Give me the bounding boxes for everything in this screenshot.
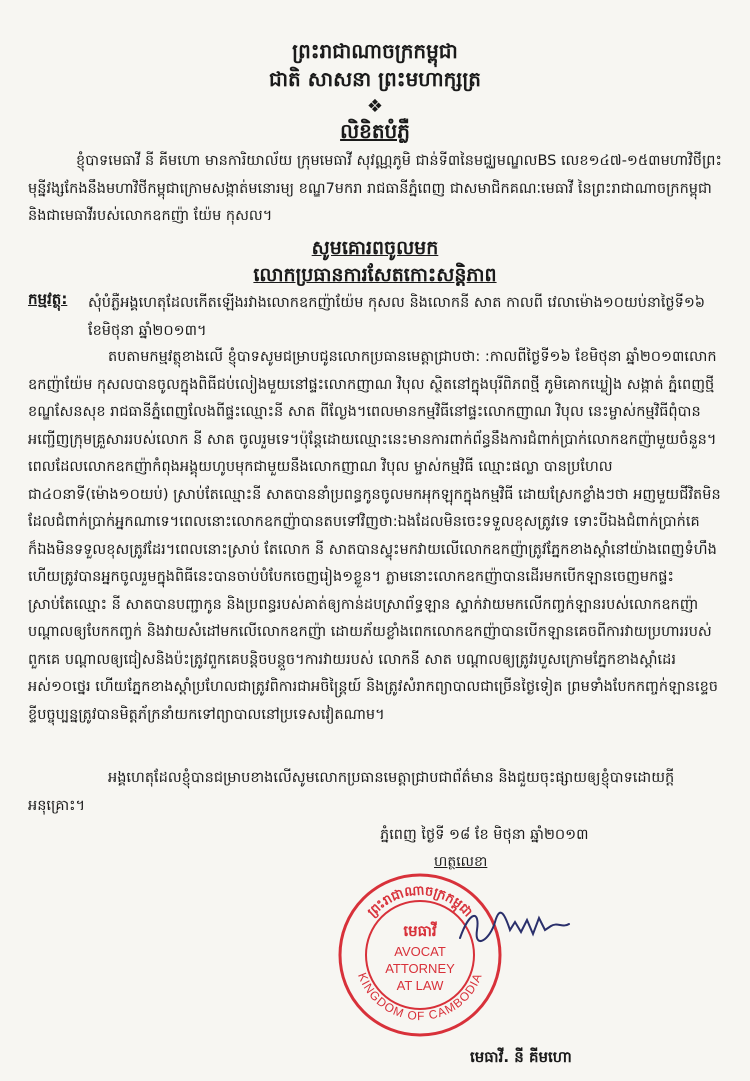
document-title: លិខិតបំភ្លឺ	[340, 119, 410, 143]
stamp-center-kh: មេធាវី	[403, 922, 437, 940]
handwritten-signature	[455, 900, 575, 950]
stamp-line-atlaw: AT LAW	[396, 978, 444, 993]
stamp-top-text: ព្រះរាជាណាចក្រកម្ពុជា	[365, 883, 476, 921]
national-motto: ជាតិ សាសនា ព្រះមហាក្សត្រ	[269, 67, 481, 91]
stamp-line-avocat: AVOCAT	[394, 944, 446, 959]
intro-paragraph: ខ្ញុំបាទមេធាវី នី គីមហោ មានការិយាល័យ ក្រុមមេធាវី សុវណ្ណភូមិ ជាន់ទី៣នៃមជ្ឈមណ្ឌលBS លេខ១៤៧-១៥៣មហាវិថីព្រះមុន្នីវង្សកែងនឹងមហាវិថីកម្ពុជាក្រោមសង្កាត់មនោរម្យ ខណ្ឌ7មករា រាជធានីភ្នំពេញ ជាសមាជិកគណៈមេធាវី នៃព្រះរាជាណាចក្រកម្ពុជានិងជាមេធាវីរបស់លោកឧកញ៉ា យ៉ែម កុសល។	[28, 153, 722, 224]
salutation-line-2: លោកប្រធានការសែតកោះសន្តិភាព	[253, 264, 497, 286]
place-date: ភ្នំពេញ ថ្ងៃទី ១៨ ខែ មិថុនា ឆ្នាំ២០១៣	[380, 827, 589, 843]
ornament-icon: ❖	[366, 96, 384, 117]
stamp-bottom-text: KINGDOM OF CAMBODIA	[355, 970, 485, 1024]
salutation-line-1: សូមគោរពចូលមក	[311, 237, 439, 259]
subject-text: សុំបំភ្លឺអង្គហេតុដែលកើតឡើងរវាងលោកឧកញ៉ាយ៉ែម កុសល និងលោកនី សាត កាលពី វេលាម៉ោង១០យប់នាថ្ងៃទី១៦ ខែមិថុនា ឆ្នាំ២០១៣។	[88, 295, 706, 339]
lawyer-name: មេធាវី. នី គីមហោ	[470, 1048, 572, 1066]
kingdom-heading: ព្រះរាជាណាចក្រកម្ពុជា	[292, 39, 458, 63]
subject-label: កម្មវត្ថុ:	[28, 290, 68, 308]
signature-label: ហត្ថលេខា	[434, 854, 488, 870]
body-paragraph: តបតាមកម្មវត្ថុខាងលើ ខ្ញុំបាទសូមជម្រាបជូនលោកប្រធានមេត្តាជ្រាបថា: :កាលពីថ្ងៃទី១៦ ខែមិថុនា ឆ្នាំ២០១៣លោកឧកញ៉ាយ៉ែម កុសលបានចូលក្នុងពិធីជប់លៀងមួយនៅផ្ទះលោកញាណ វិបុល ស្ថិតនៅក្នុងបុរីពិភពថ្មី ភូមិគោកឃ្លៀង សង្កាត់ ភ្នំពេញថ្មី ខណ្ឌសែនសុខ រាជធានីភ្នំពេញលែងពីផ្ទះឈ្មោះនី សាត ពីល្ងែង។ពេលមានកម្មវិធីនៅផ្ទះលោកញាណ វិបុល នេះម្ចាស់កម្មវិធីពុំបានអញ្ជើញក្រុមគ្រួសាររបស់លោក នី សាត ចូលរួមទេ។ប៉ុន្តែដោយឈ្មោះនេះមានការពាក់ព័ន្ធនឹងការជំពាក់ប្រាក់លោកឧកញ៉ាមួយចំនួន។ពេលដែលលោកឧកញ៉ាកំពុងអង្គុយហូបមុកជាមួយនឹងលោកញាណ វិបុល ម្ចាស់កម្មវិធី ឈ្មោះផល្លា បានប្រហែលជា៤០នាទី(ម៉ោង១០យប់) ស្រាប់តែឈ្មោះនី សាតបាននាំប្រពន្ធកូនចូលមកអុកឡុកក្នុងកម្មវិធី ដោយស្រែកខ្លាំងៗថា អញមួយជីវិតមិនដែលជំពាក់ប្រាក់អ្នកណាទេ។ពេលនោះលោកឧកញ៉ាបានតបទៅវិញថា:ឯងដែលមិនចេះទទួលខុសត្រូវទេ ទោះបីឯងជំពាក់ប្រាក់គេ ក៏ឯងមិនទទួលខុសត្រូវដែរ។ពេលនោះស្រាប់ តែលោក នី សាតបានស្ទុះមកវាយលើលោកឧកញ៉ាត្រូវភ្នែកខាងស្តាំនៅយ៉ាងពេញទំហឹង ហើយត្រូវបានអ្នកចូលរួមក្នុងពិធីនេះបានចាប់បំបែកចេញរៀង១ខ្លួន។ ភ្លាមនោះលោកឧកញ៉ាបានដើរមកបើកឡានចេញមកផ្ទះ ស្រាប់តែឈ្មោះ នី សាតបានបញ្ជាកូន និងប្រពន្ធរបស់គាត់ឲ្យកាន់ដបស្រាព័ទ្ធឡាន ស្ទាក់វាយមកលើកញ្ចក់ឡានរបស់លោកឧកញ៉ាបណ្តាលឲ្យបែកកញ្ចក់ និងវាយសំដៅមកលើលោកឧកញ៉ា ដោយភ័យខ្លាំងពេកលោកឧកញ៉ាបានបើកឡានគេចពីការវាយប្រហាររបស់ពួកគេ បណ្តាលឲ្យជៀសនិងប៉ះត្រូវពួកគេបន្តិចបន្តួច។ការវាយរបស់ លោកនី សាត បណ្តាលឲ្យត្រូវរបួសក្រោមភ្នែកខាងស្តាំដេរអស់១០ថ្នេរ ហើយភ្នែកខាងស្តាំប្រហែលជាត្រូវពិការជាអចិន្ត្រៃយ៍ និងត្រូវសំរាកព្យាបាលជាច្រើនថ្ងៃទៀត ព្រមទាំងបែកកញ្ចក់ឡានខ្ទេចខ្ទីបច្ចុប្បន្នត្រូវបានមិត្តភ័ក្រនាំយកទៅព្យាបាលនៅប្រទេសវៀតណាម។	[28, 349, 721, 723]
stamp-line-attorney: ATTORNEY	[385, 961, 455, 976]
law-office-stamp	[335, 870, 505, 1040]
closing-paragraph: អង្គហេតុដែលខ្ញុំបានជម្រាបខាងលើសូមលោកប្រធានមេត្តាជ្រាបជាព័ត៌មាន និងជួយចុះផ្សាយឲ្យខ្ញុំបាទដោយក្តីអនុគ្រោះ។	[28, 770, 675, 814]
